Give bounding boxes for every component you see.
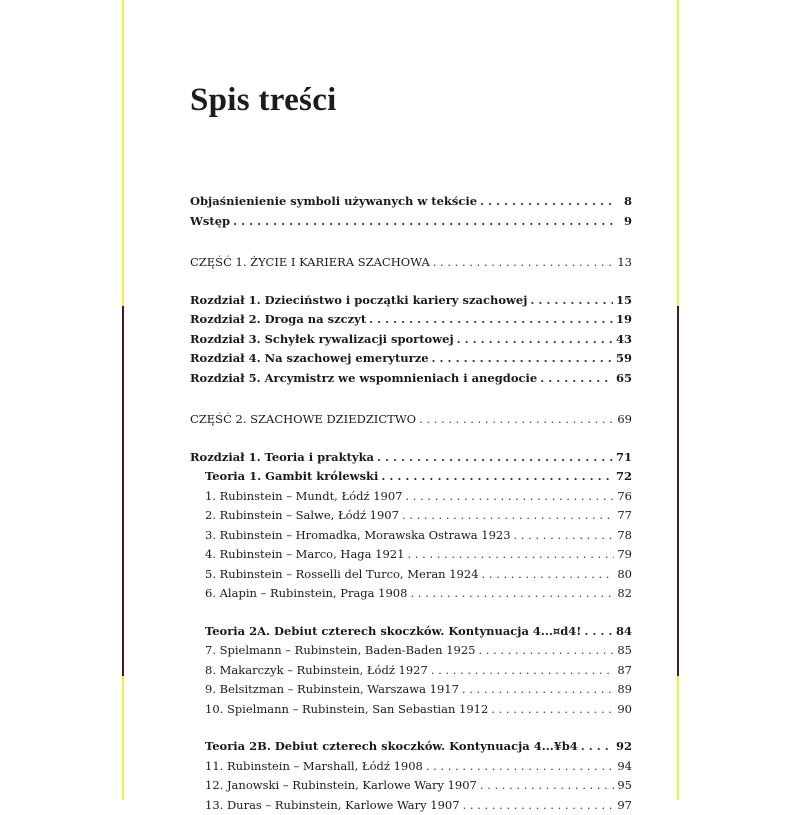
toc-entry-page: 87 (617, 661, 632, 681)
toc-game[interactable] (190, 796, 632, 815)
leader-dots (433, 253, 615, 273)
toc-entry-page: 90 (617, 700, 632, 720)
toc-entry-label: Teoria 1. Gambit królewski (205, 467, 378, 487)
edge-yellow-segment (122, 0, 124, 306)
toc-entry-page: 69 (617, 410, 632, 430)
toc-game[interactable] (190, 545, 632, 565)
toc-entry-page: 71 (616, 448, 632, 468)
toc-entry-label: 4. Rubinstein – Marco, Haga 1921 (205, 545, 404, 565)
toc-entry[interactable] (190, 192, 632, 212)
toc-entry-label: CZĘŚĆ 1. ŻYCIE I KARIERA SZACHOWA (190, 253, 430, 273)
toc-entry-label: 1. Rubinstein – Mundt, Łódź 1907 (205, 487, 402, 507)
toc-game[interactable] (190, 700, 632, 720)
leader-dots (402, 506, 614, 526)
toc-game[interactable] (190, 680, 632, 700)
toc-entry-page: 77 (617, 506, 632, 526)
toc-entry-label: Teoria 2A. Debiut czterech skoczków. Kontynuacja 4...¤d4! (205, 622, 581, 642)
leader-dots (514, 526, 615, 546)
toc-entry-label: 9. Belsitzman – Rubinstein, Warszawa 1917 (205, 680, 459, 700)
leader-dots (369, 310, 613, 330)
toc-theory-heading[interactable] (190, 622, 632, 642)
toc-entry-label: 5. Rubinstein – Rosselli del Turco, Meran 1924 (205, 565, 479, 585)
toc-entry-label: Rozdział 4. Na szachowej emeryturze (190, 349, 429, 369)
toc-entry-page: 82 (617, 584, 632, 604)
toc-part-heading[interactable] (190, 253, 632, 273)
leader-dots (410, 584, 614, 604)
toc-entry-label: 11. Rubinstein – Marshall, Łódź 1908 (205, 757, 423, 777)
toc-chapter[interactable] (190, 330, 632, 350)
leader-dots (377, 448, 613, 468)
leader-dots (462, 680, 614, 700)
leader-dots (407, 545, 614, 565)
toc-part-heading[interactable] (190, 410, 632, 430)
toc-entry-page: 76 (617, 487, 632, 507)
toc-entry-page: 80 (617, 565, 632, 585)
toc-chapter[interactable] (190, 349, 632, 369)
table-of-contents (190, 192, 632, 815)
toc-entry-page: 95 (617, 776, 632, 796)
toc-game[interactable] (190, 641, 632, 661)
leader-dots (432, 349, 613, 369)
toc-game[interactable] (190, 776, 632, 796)
toc-entry-page: 65 (616, 369, 632, 389)
toc-entry-label: Rozdział 2. Droga na szczyt (190, 310, 366, 330)
leader-dots (431, 661, 615, 681)
toc-entry-page: 97 (617, 796, 632, 815)
edge-yellow-segment (677, 0, 679, 306)
leader-dots (233, 212, 615, 232)
toc-entry-label: Rozdział 3. Schyłek rywalizacji sportowej (190, 330, 454, 350)
leader-dots (478, 641, 614, 661)
toc-entry-label: 8. Makarczyk – Rubinstein, Łódź 1927 (205, 661, 428, 681)
edge-purple-segment (677, 306, 679, 676)
toc-entry-label: 7. Spielmann – Rubinstein, Baden-Baden 1925 (205, 641, 475, 661)
toc-entry-page: 15 (616, 291, 632, 311)
toc-entry-page: 59 (616, 349, 632, 369)
leader-dots (530, 291, 613, 311)
toc-entry-label: 12. Janowski – Rubinstein, Karlowe Wary 1907 (205, 776, 477, 796)
toc-chapter[interactable] (190, 310, 632, 330)
leader-dots (480, 776, 614, 796)
toc-entry-label: Objaśnienienie symboli używanych w tekście (190, 192, 477, 212)
toc-game[interactable] (190, 757, 632, 777)
toc-entry-label: 6. Alapin – Rubinstein, Praga 1908 (205, 584, 407, 604)
toc-entry-page: 8 (618, 192, 632, 212)
toc-game[interactable] (190, 565, 632, 585)
toc-entry-page: 19 (616, 310, 632, 330)
toc-entry-label: Rozdział 5. Arcymistrz we wspomnieniach i anegdocie (190, 369, 537, 389)
toc-theory-heading[interactable] (190, 737, 632, 757)
leader-dots (584, 622, 613, 642)
toc-entry-label: Rozdział 1. Dzieciństwo i początki kariery szachowej (190, 291, 527, 311)
edge-yellow-segment-bottom (677, 676, 679, 800)
toc-entry-page: 92 (616, 737, 632, 757)
leader-dots (463, 796, 615, 815)
toc-entry-page: 94 (617, 757, 632, 777)
toc-chapter[interactable] (190, 448, 632, 468)
leader-dots (419, 410, 614, 430)
toc-game[interactable] (190, 584, 632, 604)
toc-entry-label: 13. Duras – Rubinstein, Karlowe Wary 1907 (205, 796, 460, 815)
toc-entry-label: Rozdział 1. Teoria i praktyka (190, 448, 374, 468)
edge-yellow-segment-bottom (122, 676, 124, 800)
leader-dots (457, 330, 613, 350)
leader-dots (426, 757, 615, 777)
toc-entry-label: Wstęp (190, 212, 230, 232)
toc-entry-page: 84 (616, 622, 632, 642)
leader-dots (540, 369, 613, 389)
toc-entry-page: 9 (618, 212, 632, 232)
leader-dots (405, 487, 614, 507)
toc-entry-label: CZĘŚĆ 2. SZACHOWE DZIEDZICTWO (190, 410, 416, 430)
leader-dots (381, 467, 613, 487)
toc-game[interactable] (190, 506, 632, 526)
toc-entry-label: 10. Spielmann – Rubinstein, San Sebastian 1912 (205, 700, 488, 720)
toc-entry-page: 85 (617, 641, 632, 661)
left-page-edge (122, 0, 124, 800)
toc-game[interactable] (190, 526, 632, 546)
page-title: Spis treści (190, 82, 337, 119)
toc-entry[interactable] (190, 212, 632, 232)
edge-purple-segment (122, 306, 124, 676)
toc-entry-label: 3. Rubinstein – Hromadka, Morawska Ostrawa 1923 (205, 526, 511, 546)
toc-entry-page: 78 (617, 526, 632, 546)
toc-entry-page: 79 (617, 545, 632, 565)
leader-dots (581, 737, 613, 757)
leader-dots (482, 565, 615, 585)
toc-entry-label: 2. Rubinstein – Salwe, Łódź 1907 (205, 506, 399, 526)
toc-game[interactable] (190, 487, 632, 507)
toc-entry-page: 72 (616, 467, 632, 487)
right-page-edge (677, 0, 679, 800)
toc-entry-page: 89 (617, 680, 632, 700)
leader-dots (491, 700, 614, 720)
toc-entry-page: 43 (616, 330, 632, 350)
toc-chapter[interactable] (190, 369, 632, 389)
toc-game[interactable] (190, 661, 632, 681)
toc-theory-heading[interactable] (190, 467, 632, 487)
leader-dots (480, 192, 615, 212)
toc-entry-label: Teoria 2B. Debiut czterech skoczków. Kontynuacja 4...¥b4 (205, 737, 578, 757)
toc-entry-page: 13 (617, 253, 632, 273)
toc-chapter[interactable] (190, 291, 632, 311)
